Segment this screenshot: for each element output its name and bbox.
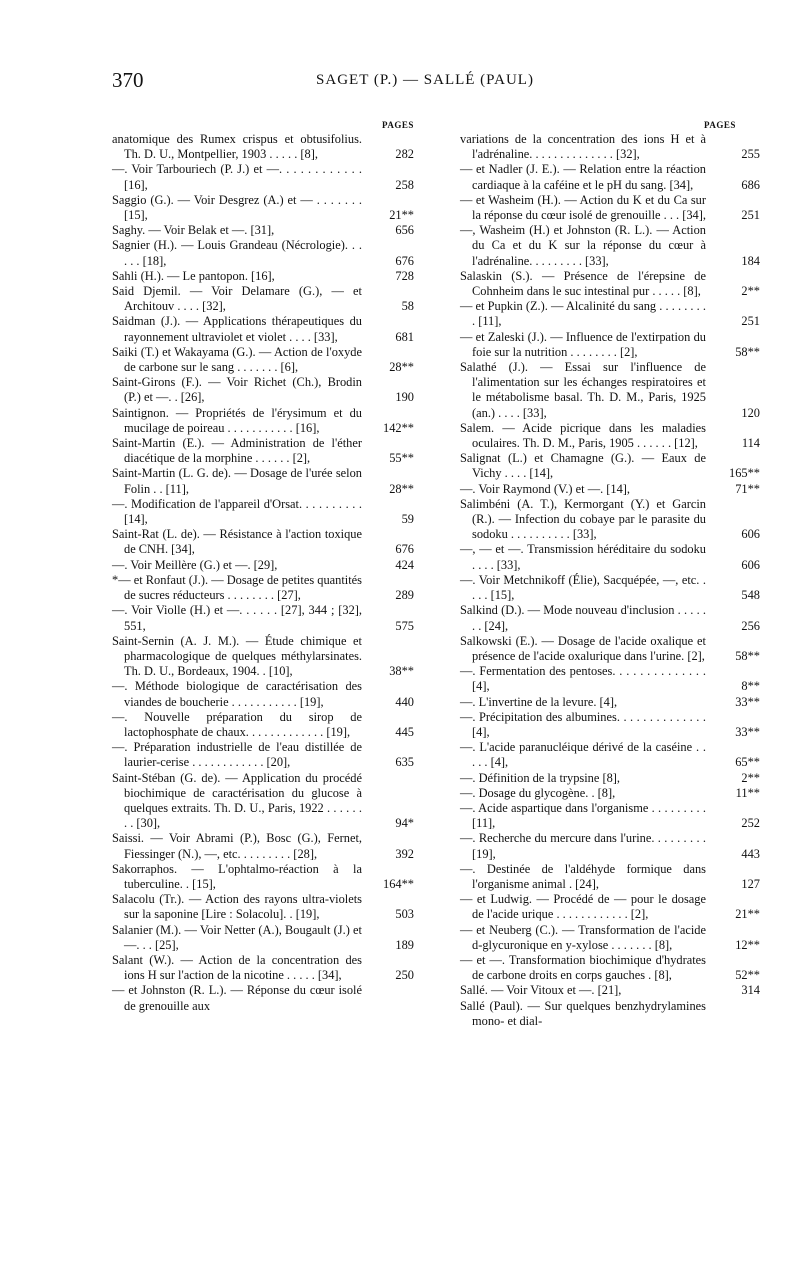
index-entry xyxy=(460,801,762,831)
entry-page-number: 114 xyxy=(741,436,760,451)
entry-text: Sahli (H.). — Le pantopon. [16], xyxy=(112,268,275,283)
entry-page-number: 28** xyxy=(389,360,414,375)
index-entry xyxy=(460,740,762,770)
index-entry xyxy=(112,269,422,284)
entry-page-number: 392 xyxy=(395,846,414,861)
index-entry xyxy=(460,831,762,861)
entry-page-number: 2** xyxy=(741,770,760,785)
index-entry xyxy=(460,953,762,983)
index-entry xyxy=(460,162,762,192)
index-entry xyxy=(460,269,762,299)
entry-page-number: 184 xyxy=(741,253,760,268)
entry-text: — et Neuberg (C.). — Transformation de l'acide d-glycuronique en y-xylose . . . . . . . [8], xyxy=(460,922,706,952)
entry-page-number: 65** xyxy=(735,755,760,770)
entry-text: — et Washeim (H.). — Action du K et du Ca sur la réponse du cœur isolé de grenouille . . . [34], xyxy=(460,192,706,223)
index-entry xyxy=(112,710,422,740)
index-entry xyxy=(112,603,422,633)
index-entry xyxy=(460,132,762,162)
entry-text: Salimbéni (A. T.), Kermorgant (Y.) et Garcin (R.). — Infection du cobaye par le parasite du sodoku . . . . . . . . . . [33], xyxy=(460,496,706,542)
entry-text: —. Précipitation des albumines. . . . . . . . . . . . . . [4], xyxy=(460,709,706,739)
entry-text: Saissi. — Voir Abrami (P.), Bosc (G.), Fernet, Fiessinger (N.), —, etc. . . . . . . . . [28], xyxy=(112,831,362,861)
entry-page-number: 250 xyxy=(395,968,414,983)
index-entry xyxy=(460,999,762,1029)
entry-text: Saint-Stéban (G. de). — Application du procédé biochimique de caractérisation du glucose à quelques extraits. Th. D. U., Paris, 1922 . . . . . . . . [30], xyxy=(112,770,362,831)
index-entry xyxy=(112,573,422,603)
entry-text: anatomique des Rumex crispus et obtusifolius. Th. D. U., Montpellier, 1903 . . . . . [8], xyxy=(112,132,362,162)
entry-text: Saidman (J.). — Applications thérapeutiques du rayonnement ultraviolet et violet . . . . [33], xyxy=(112,314,362,344)
entry-page-number: 33** xyxy=(735,694,760,709)
entry-page-number: 59 xyxy=(401,512,414,527)
entry-page-number: 142** xyxy=(383,420,414,435)
entry-page-number: 120 xyxy=(741,405,760,420)
entry-text: Salant (W.). — Action de la concentration des ions H sur l'action de la nicotine . . . . . [34], xyxy=(112,952,362,983)
entry-text: Saint-Girons (F.). — Voir Richet (Ch.), Brodin (P.) et —. . [26], xyxy=(112,375,362,405)
entry-text: Salignat (L.) et Chamagne (G.). — Eaux de Vichy . . . . [14], xyxy=(460,451,706,481)
entry-page-number: 251 xyxy=(741,208,760,223)
index-entry xyxy=(112,634,422,680)
index-entry xyxy=(460,542,762,572)
entry-text: —. L'invertine de la levure. [4], xyxy=(460,694,618,709)
entry-text: Saint-Martin (E.). — Administration de l'éther diacétique de la morphine . . . . . . [2], xyxy=(112,436,362,466)
entry-page-number: 58 xyxy=(401,299,414,314)
index-entry xyxy=(460,710,762,740)
running-title: SAGET (P.) — SALLÉ (PAUL) xyxy=(316,72,534,88)
index-entry xyxy=(112,862,422,892)
index-entry xyxy=(112,923,422,953)
entry-text: Saint-Martin (L. G. de). — Dosage de l'urée selon Folin . . [11], xyxy=(112,466,362,496)
page-number: 370 xyxy=(112,68,144,92)
index-entry xyxy=(460,892,762,922)
entry-text: — et Nadler (J. E.). — Relation entre la réaction cardiaque à la caféine et le pH du sang. [34], xyxy=(460,162,706,192)
index-entry xyxy=(112,892,422,922)
entry-text: Saiki (T.) et Wakayama (G.). — Action de l'oxyde de carbone sur le sang . . . . . . . [6], xyxy=(112,344,362,375)
index-column-right xyxy=(460,132,762,1029)
index-entry xyxy=(112,831,422,861)
index-entry xyxy=(112,238,422,268)
index-entry xyxy=(112,771,422,832)
index-entry xyxy=(460,451,762,481)
entry-text: —. Recherche du mercure dans l'urine. . . . . . . . . [19], xyxy=(460,831,706,861)
entry-text: —. Voir Meillère (G.) et —. [29], xyxy=(112,557,278,572)
entry-text: Salkowski (E.). — Dosage de l'acide oxalique et présence de l'acide oxalurique dans l'urine. [2], xyxy=(460,633,706,663)
entry-page-number: 58** xyxy=(735,648,760,663)
entry-text: —. L'acide paranucléique dérivé de la caséine . . . . . [4], xyxy=(460,740,706,770)
entry-page-number: 55** xyxy=(389,451,414,466)
index-entry xyxy=(112,436,422,466)
entry-page-number: 575 xyxy=(395,618,414,633)
index-entry xyxy=(112,740,422,770)
entry-text: Salkind (D.). — Mode nouveau d'inclusion . . . . . . . [24], xyxy=(460,603,706,633)
index-entry xyxy=(112,375,422,405)
index-entry xyxy=(460,223,762,269)
entry-page-number: 440 xyxy=(395,694,414,709)
entry-text: —. Destinée de l'aldéhyde formique dans l'organisme animal . [24], xyxy=(460,861,706,891)
entry-text: Saint-Sernin (A. J. M.). — Étude chimique et pharmacologique de quelques méthylarsinates. Th. D. U., Bordeaux, 1904. . [10], xyxy=(112,633,362,679)
entry-page-number: 38** xyxy=(389,664,414,679)
entry-page-number: 635 xyxy=(395,755,414,770)
entry-page-number: 12** xyxy=(735,937,760,952)
entry-text: Sakorraphos. — L'ophtalmo-réaction à la tuberculine. . [15], xyxy=(112,861,362,891)
entry-page-number: 656 xyxy=(395,223,414,238)
entry-text: —. Voir Raymond (V.) et —. [14], xyxy=(460,481,631,496)
entry-page-number: 424 xyxy=(395,557,414,572)
entry-page-number: 258 xyxy=(395,177,414,192)
entry-page-number: 127 xyxy=(741,876,760,891)
index-entry xyxy=(112,983,422,1013)
index-entry xyxy=(460,421,762,451)
index-entry xyxy=(112,497,422,527)
entry-text: Salanier (M.). — Voir Netter (A.), Bougault (J.) et —. . . [25], xyxy=(112,922,362,952)
entry-page-number: 314 xyxy=(741,983,760,998)
entry-page-number: 676 xyxy=(395,253,414,268)
entry-page-number: 606 xyxy=(741,557,760,572)
index-entry xyxy=(460,862,762,892)
index-entry xyxy=(112,345,422,375)
index-entry xyxy=(112,132,422,162)
entry-text: —. Fermentation des pentoses. . . . . . . . . . . . . . [4], xyxy=(460,664,706,694)
entry-page-number: 503 xyxy=(395,907,414,922)
entry-page-number: 548 xyxy=(741,588,760,603)
entry-page-number: 251 xyxy=(741,314,760,329)
entry-text: —. Voir Metchnikoff (Élie), Sacquépée, —, etc. . . . . [15], xyxy=(460,572,706,603)
entry-text: Sagnier (H.). — Louis Grandeau (Nécrologie). . . . . . [18], xyxy=(112,238,362,268)
entry-text: —. Acide aspartique dans l'organisme . . . . . . . . . [11], xyxy=(460,800,706,831)
entry-page-number: 28** xyxy=(389,481,414,496)
entry-page-number: 255 xyxy=(741,147,760,162)
entry-page-number: 282 xyxy=(395,147,414,162)
index-entry xyxy=(460,603,762,633)
entry-text: Saintignon. — Propriétés de l'érysimum et du mucilage de poireau . . . . . . . . . . . [16], xyxy=(112,405,362,435)
index-entry xyxy=(460,573,762,603)
entry-text: Saghy. — Voir Belak et —. [31], xyxy=(112,223,275,238)
entry-text: — et Zaleski (J.). — Influence de l'extirpation du foie sur la nutrition . . . . . . . . [2], xyxy=(460,329,706,359)
entry-text: —. Préparation industrielle de l'eau distillée de laurier-cerise . . . . . . . . . . . . [20], xyxy=(112,740,362,770)
entry-page-number: 21** xyxy=(389,208,414,223)
entry-text: —, — et —. Transmission héréditaire du sodoku . . . . [33], xyxy=(460,542,706,572)
entry-page-number: 164** xyxy=(383,876,414,891)
pages-column-label-right: PAGES xyxy=(704,120,736,130)
index-entry xyxy=(112,679,422,709)
index-entry xyxy=(112,953,422,983)
entry-text: *— et Ronfaut (J.). — Dosage de petites quantités de sucres réducteurs . . . . . . . . [27], xyxy=(112,572,362,603)
entry-page-number: 676 xyxy=(395,542,414,557)
index-entry xyxy=(460,983,762,998)
index-entry xyxy=(112,466,422,496)
index-entry xyxy=(460,786,762,801)
index-entry xyxy=(112,527,422,557)
entry-page-number: 190 xyxy=(395,390,414,405)
entry-page-number: 8** xyxy=(741,679,760,694)
entry-page-number: 58** xyxy=(735,344,760,359)
index-entry xyxy=(460,330,762,360)
entry-text: Saggio (G.). — Voir Desgrez (A.) et — . . . . . . . [15], xyxy=(112,192,362,223)
entry-text: Salathé (J.). — Essai sur l'influence de l'alimentation sur les échanges respiratoires et le métabolisme basal. Th. D. M., Paris, 1925 (an.) . . . . [33], xyxy=(460,360,706,420)
entry-page-number: 256 xyxy=(741,618,760,633)
entry-text: — et Johnston (R. L.). — Réponse du cœur isolé de grenouille aux xyxy=(112,983,362,1013)
index-entry xyxy=(112,406,422,436)
pages-column-label-left: PAGES xyxy=(382,120,414,130)
entry-text: — et Pupkin (Z.). — Alcalinité du sang . . . . . . . . . [11], xyxy=(460,299,706,329)
entry-page-number: 189 xyxy=(395,937,414,952)
entry-text: Sallé. — Voir Vitoux et —. [21], xyxy=(460,983,622,998)
entry-page-number: 71** xyxy=(735,481,760,496)
index-column-left xyxy=(112,132,422,1014)
index-entry xyxy=(460,664,762,694)
index-entry xyxy=(112,223,422,238)
index-entry xyxy=(460,634,762,664)
entry-text: Salaskin (S.). — Présence de l'érepsine de Cohnheim dans le suc intestinal pur . . . . . [8], xyxy=(460,268,706,299)
index-entry xyxy=(112,162,422,192)
entry-text: —. Voir Tarbouriech (P. J.) et —. . . . . . . . . . . . [16], xyxy=(112,162,362,192)
index-entry xyxy=(460,360,762,421)
entry-text: Saint-Rat (L. de). — Résistance à l'action toxique de CNH. [34], xyxy=(112,527,362,557)
index-entry xyxy=(460,695,762,710)
entry-text: — et —. Transformation biochimique d'hydrates de carbone droits en corps gauches . [8], xyxy=(460,952,706,983)
entry-page-number: 21** xyxy=(735,907,760,922)
entry-text: —. Voir Violle (H.) et —. . . . . . [27], 344 ; [32], 551, xyxy=(112,603,362,633)
entry-page-number: 289 xyxy=(395,588,414,603)
entry-text: —. Nouvelle préparation du sirop de lactophosphate de chaux. . . . . . . . . . . . . [19], xyxy=(112,709,362,739)
entry-page-number: 606 xyxy=(741,527,760,542)
index-entry xyxy=(460,923,762,953)
entry-page-number: 33** xyxy=(735,724,760,739)
entry-page-number: 686 xyxy=(741,177,760,192)
index-entry xyxy=(460,482,762,497)
index-entry xyxy=(460,771,762,786)
entry-page-number: 94* xyxy=(395,816,414,831)
entry-text: variations de la concentration des ions H et à l'adrénaline. . . . . . . . . . . . . . [32], xyxy=(460,132,706,162)
index-entry xyxy=(112,193,422,223)
entry-page-number: 52** xyxy=(735,968,760,983)
entry-text: —. Dosage du glycogène. . [8], xyxy=(460,785,616,800)
index-entry xyxy=(460,497,762,543)
entry-text: Sallé (Paul). — Sur quelques benzhydrylamines mono- et dial- xyxy=(460,998,706,1028)
entry-page-number: 165** xyxy=(729,466,760,481)
page-header xyxy=(0,68,800,98)
entry-text: —. Méthode biologique de caractérisation des viandes de boucherie . . . . . . . . . . . [19], xyxy=(112,679,362,709)
entry-page-number: 2** xyxy=(741,284,760,299)
entry-page-number: 445 xyxy=(395,724,414,739)
entry-text: Salacolu (Tr.). — Action des rayons ultra-violets sur la saponine [Lire : Solacolu]. . [19], xyxy=(112,892,362,922)
entry-page-number: 681 xyxy=(395,329,414,344)
index-entry xyxy=(112,558,422,573)
index-entry xyxy=(460,193,762,223)
entry-page-number: 11** xyxy=(735,785,760,800)
entry-text: —. Modification de l'appareil d'Orsat. . . . . . . . . . [14], xyxy=(112,496,362,527)
entry-text: — et Ludwig. — Procédé de — pour le dosage de l'acide urique . . . . . . . . . . . . [2], xyxy=(460,892,706,922)
entry-text: Salem. — Acide picrique dans les maladies oculaires. Th. D. M., Paris, 1905 . . . . . . [12], xyxy=(460,420,706,451)
entry-page-number: 252 xyxy=(741,816,760,831)
index-entry xyxy=(112,284,422,314)
entry-page-number: 728 xyxy=(395,268,414,283)
entry-text: —. Définition de la trypsine [8], xyxy=(460,770,621,785)
index-entry xyxy=(112,314,422,344)
entry-text: —, Washeim (H.) et Johnston (R. L.). — Action du Ca et du K sur la réponse du cœur à l'adrénaline. . . . . . . . . [33], xyxy=(460,223,706,268)
index-entry xyxy=(460,299,762,329)
entry-text: Said Djemil. — Voir Delamare (G.), — et Architouv . . . . [32], xyxy=(112,284,362,314)
entry-page-number: 443 xyxy=(741,846,760,861)
